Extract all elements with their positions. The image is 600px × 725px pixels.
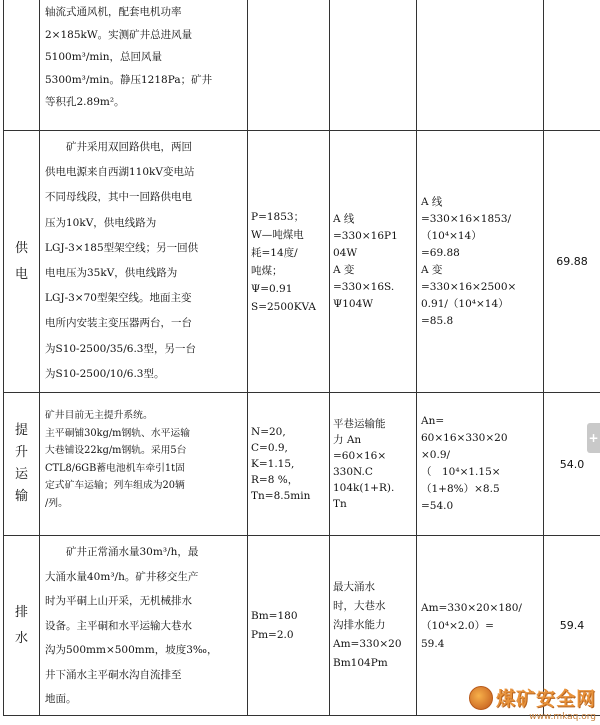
mine-logo-icon: [469, 686, 493, 710]
calc-line: =330×16×2500×: [421, 280, 517, 293]
description-line: 电所内安装主变压器两台，一台: [45, 317, 192, 330]
param-line: K=1.15,: [251, 458, 295, 470]
description-line: 主平硐铺30kg/m钢轨、水平运输: [45, 427, 191, 439]
description-cell: [40, 393, 248, 536]
calc-cell: [417, 131, 544, 393]
formula-line: Tn: [333, 498, 347, 510]
description-line: 压为10kV，供电线路为: [45, 216, 157, 229]
category-char: 升: [14, 445, 28, 460]
watermark-logo: [469, 684, 596, 711]
description-line: LGJ-3×70型架空线。地面主变: [45, 292, 192, 305]
formula-line: =330×16S.: [333, 280, 395, 293]
description-line: CTL8/6GB蓄电池机车牵引1t固: [45, 462, 185, 474]
param-line: W—吨煤电: [251, 228, 304, 241]
formula-line: 04W: [333, 246, 358, 259]
category-cell: [4, 536, 40, 716]
formula-line: 最大涌水: [333, 581, 375, 593]
description-line: 定式矿车运输；列车组成为20辆: [45, 480, 185, 491]
category-char: 运: [14, 467, 28, 482]
description-line: 5300m³/min。静压1218Pa；矿井: [45, 73, 213, 86]
params-cell: [248, 131, 330, 393]
formula-line: Ψ104W: [333, 297, 374, 310]
category-char: 排: [14, 604, 28, 620]
param-line: Bm=180: [251, 609, 298, 622]
calc-line: A 变: [421, 263, 443, 276]
formula-line: Bm104Pm: [333, 657, 388, 669]
description-line: 设备。主平硐和水平运输大巷水: [45, 619, 192, 632]
calc-line: 0.91/（10⁴×14）: [421, 297, 509, 310]
description-cell: [40, 131, 248, 393]
result-cell: [544, 0, 600, 131]
description-line: 2×185kW。实测矿井总进风量: [45, 28, 193, 41]
calc-line: （10⁴×2.0）=: [421, 619, 494, 632]
description-line: 大巷铺设22kg/m钢轨。采用5台: [45, 445, 187, 456]
calc-cell: [417, 393, 544, 536]
description-line: 井下涌水主平硐水沟自流排至: [45, 668, 182, 681]
param-line: Ψ=0.91: [251, 282, 293, 295]
calc-line: （10⁴×14）: [421, 229, 482, 242]
param-line: R=8 %，: [251, 474, 299, 486]
category-char: 输: [14, 489, 28, 504]
param-line: P=1853；: [251, 210, 305, 223]
result-cell: 59.4: [544, 536, 600, 716]
description-line: /列。: [45, 497, 68, 509]
param-line: 耗=14度/: [251, 246, 298, 259]
description-line: 矿井采用双回路供电，两回: [45, 141, 192, 153]
result-cell: 69.88: [544, 131, 600, 393]
formula-line: =60×16×: [333, 450, 387, 462]
formula-line: Am=330×20: [333, 638, 402, 650]
description-line: 为S10-2500/35/6.3型，另一台: [45, 342, 196, 355]
formula-line: 330N.C: [333, 466, 373, 478]
description-line: 轴流式通风机，配套电机功率: [45, 6, 182, 18]
param-line: S=2500KVA: [251, 300, 317, 313]
description-line: 矿井正常涌水量30m³/h，最: [45, 546, 199, 558]
formula-line: 时，大巷水: [333, 600, 386, 612]
params-cell: [248, 0, 330, 131]
description-line: 等积孔2.89m²。: [45, 96, 125, 108]
description-line: 5100m³/min，总回风量: [45, 51, 163, 63]
category-char: 电: [14, 266, 28, 282]
param-line: 吨煤；: [251, 264, 283, 277]
formula-line: 104k(1+R).: [333, 482, 395, 494]
calc-line: A 线: [421, 195, 443, 208]
formula-line: =330×16P1: [333, 229, 398, 242]
description-line: 供电电源来自西湖110kV变电站: [45, 166, 195, 179]
description-line: 时为平硐上山开采，无机械排水: [45, 595, 192, 607]
calc-line: 60×16×330×20: [421, 432, 508, 444]
watermark: [469, 684, 596, 722]
watermark-url: www.mkaq.org: [529, 712, 596, 722]
category-char: 提: [14, 423, 28, 438]
category-cell: [4, 393, 40, 536]
formula-line: 力 An: [333, 434, 362, 446]
description-line: 不同母线段，其中一回路供电电: [45, 191, 192, 204]
category-char: 供: [14, 240, 28, 256]
formula-line: 平巷运输能: [333, 418, 386, 430]
calc-cell: [417, 0, 544, 131]
category-char: 水: [14, 630, 28, 646]
description-line: 沟为500mm×500mm，坡度3‰，: [45, 644, 218, 656]
table-row: [4, 131, 600, 393]
description-cell: [40, 0, 248, 131]
description-line: 地面。: [45, 693, 77, 705]
formula-line: A 线: [333, 212, 355, 225]
formula-cell: [330, 0, 417, 131]
description-line: 大涌水量40m³/h。矿井移交生产: [45, 570, 199, 583]
calc-line: （1+8%）×8.5: [421, 483, 500, 495]
param-line: Tn=8.5min: [251, 490, 311, 502]
calc-line: 59.4: [421, 637, 445, 650]
table-row: [4, 393, 600, 536]
description-line: 电电压为35kV，供电线路为: [45, 267, 178, 280]
calc-line: Am=330×20×180/: [421, 601, 522, 614]
table-row: [4, 0, 600, 131]
category-cell: [4, 131, 40, 393]
category-cell: [4, 0, 40, 131]
params-cell: [248, 393, 330, 536]
result-cell: 54.0: [544, 393, 600, 536]
formula-line: 沟排水能力: [333, 619, 386, 631]
param-line: Pm=2.0: [251, 628, 294, 641]
param-line: C=0.9,: [251, 442, 288, 454]
calc-line: =54.0: [421, 500, 454, 512]
formula-cell: [330, 536, 417, 716]
description-cell: [40, 536, 248, 716]
watermark-text: 煤矿安全网: [495, 688, 596, 710]
capacity-check-table: [3, 0, 600, 716]
formula-cell: [330, 393, 417, 536]
calc-line: ×0.9/: [421, 449, 451, 461]
description-line: 矿井目前无主提升系统。: [45, 410, 153, 421]
side-expand-tab[interactable]: +: [587, 423, 600, 453]
calc-line: =69.88: [421, 246, 460, 259]
param-line: N=20,: [251, 426, 286, 438]
calc-line: =85.8: [421, 314, 454, 327]
params-cell: [248, 536, 330, 716]
formula-cell: [330, 131, 417, 393]
calc-line: （ 10⁴×1.15×: [421, 466, 501, 478]
calc-line: =330×16×1853/: [421, 212, 512, 225]
formula-line: A 变: [333, 263, 355, 276]
calc-line: An=: [421, 415, 445, 427]
description-line: LGJ-3×185型架空线；另一回供: [45, 241, 199, 254]
description-line: 为S10-2500/10/6.3型。: [45, 367, 165, 380]
